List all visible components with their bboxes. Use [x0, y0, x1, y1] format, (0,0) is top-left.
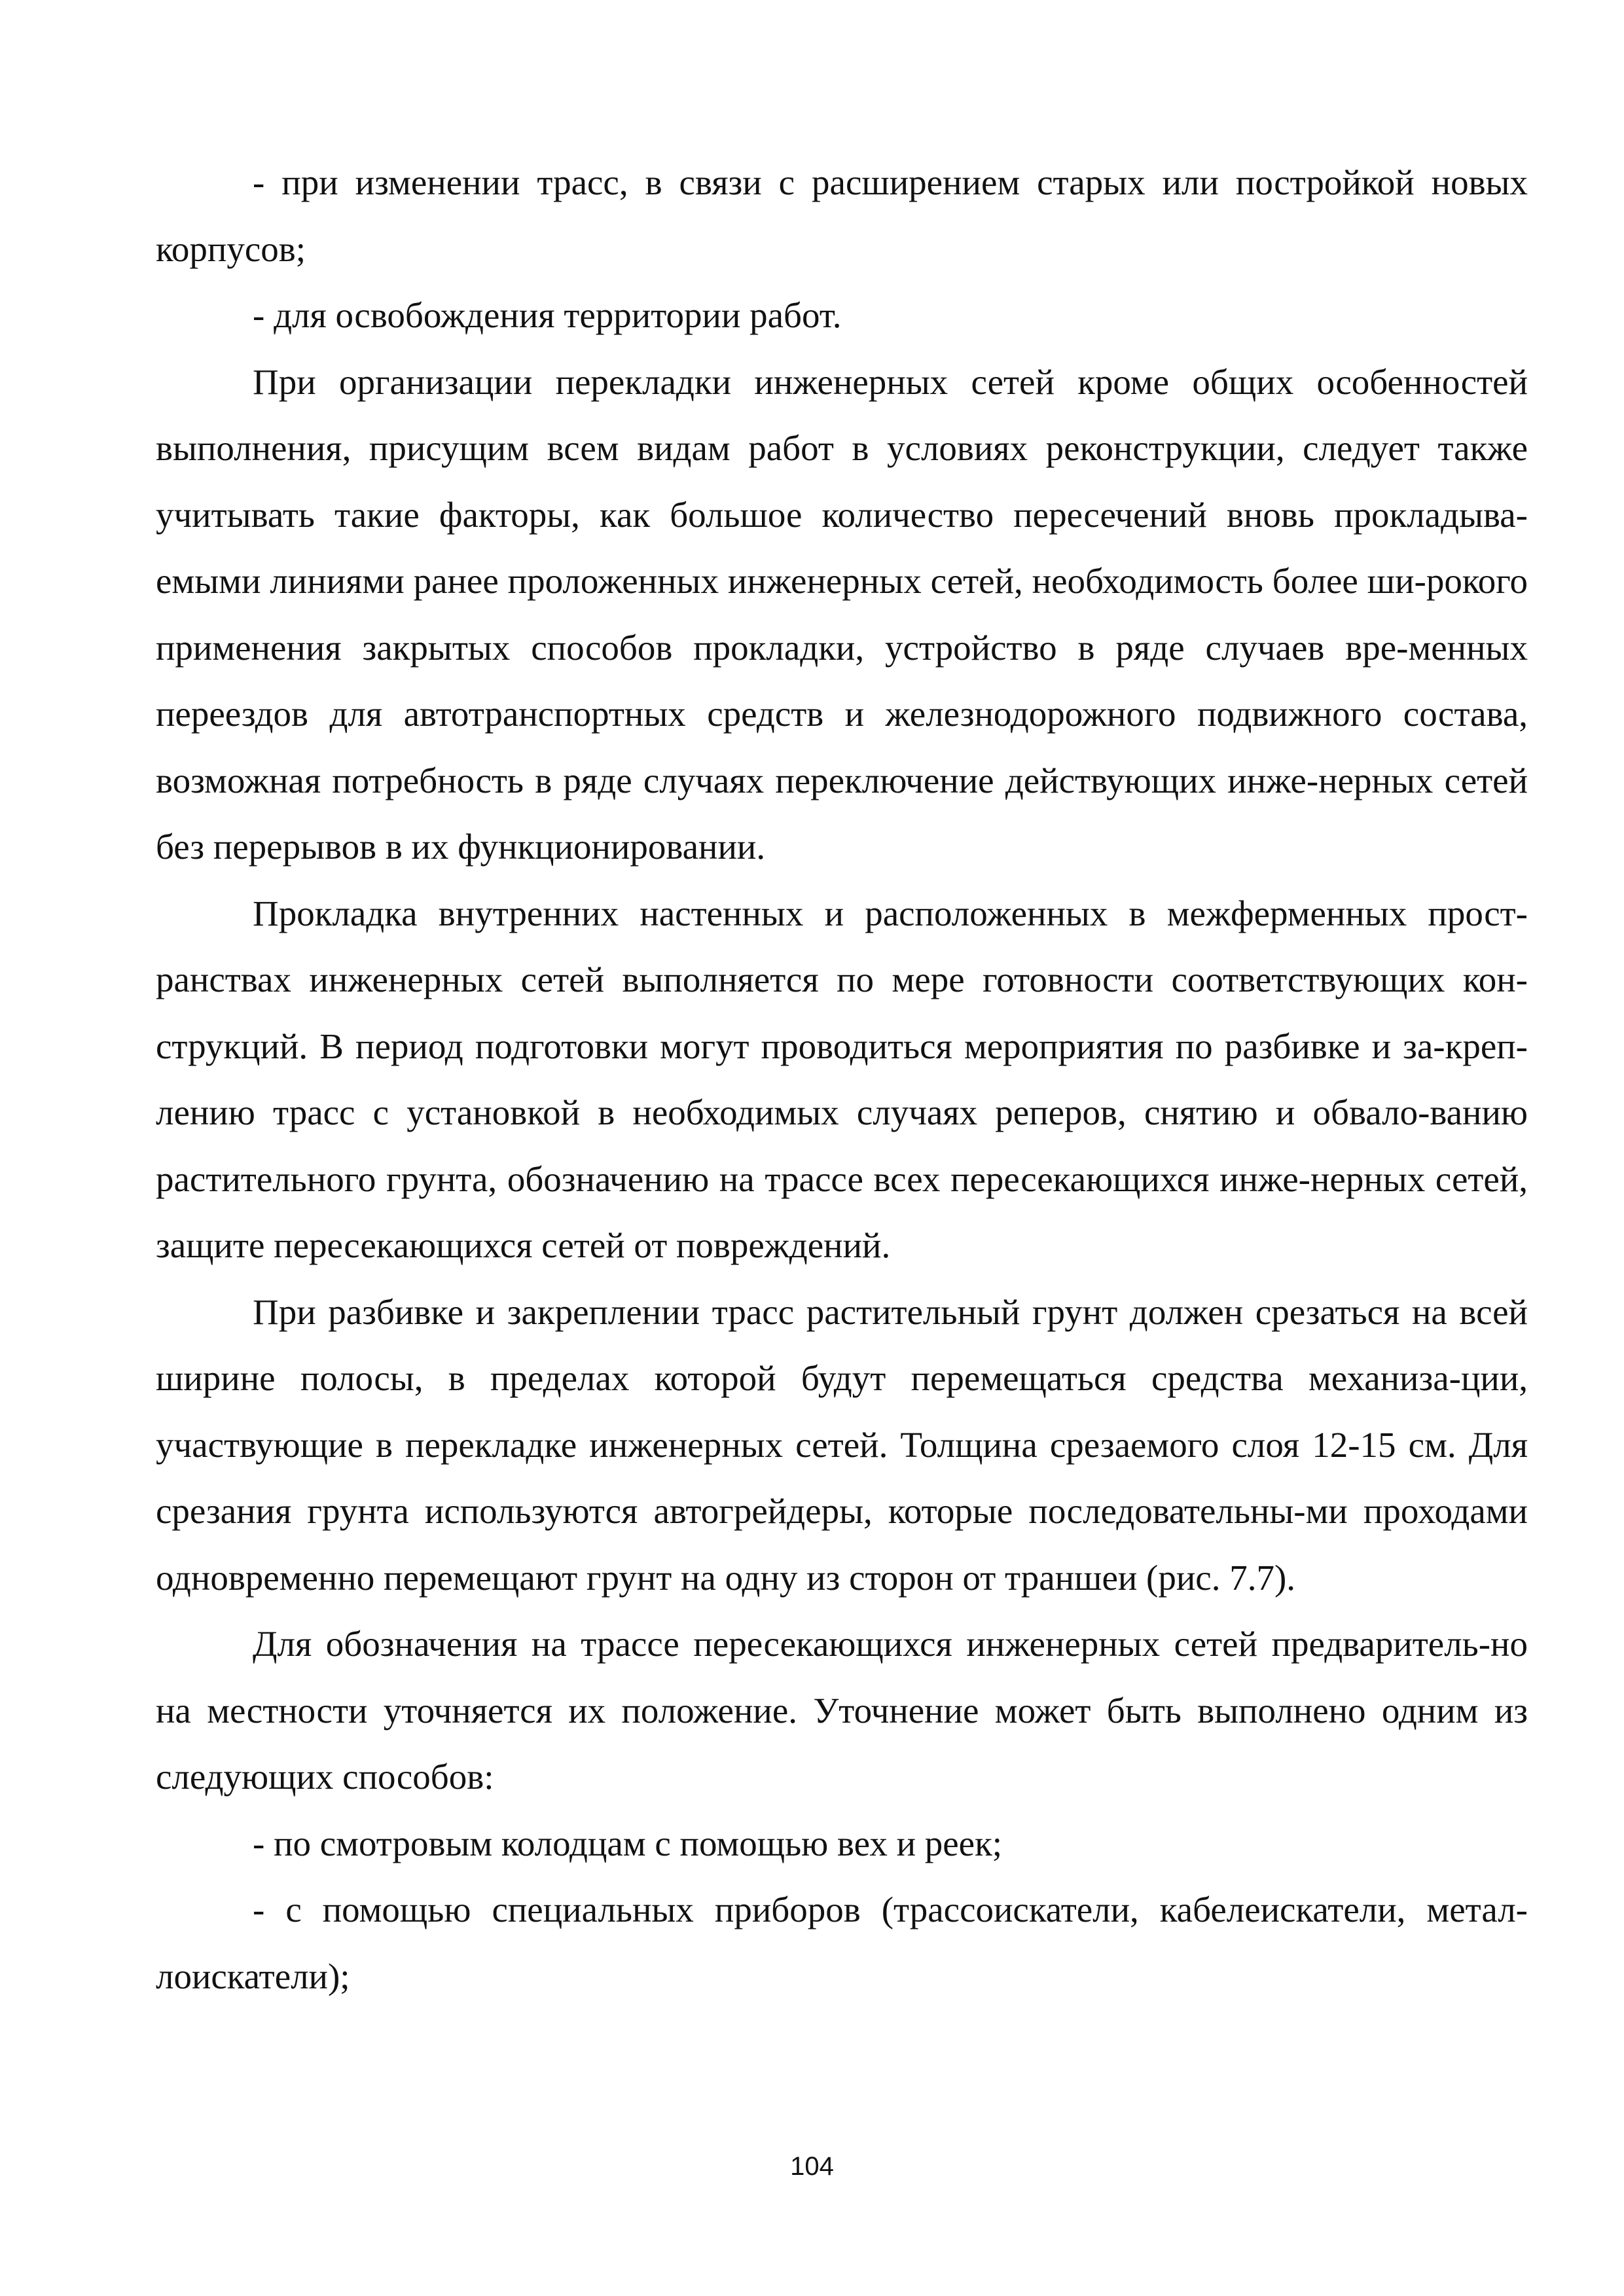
page-number: 104	[790, 2152, 834, 2181]
paragraph-5: При разбивке и закреплении трасс растительный грунт должен срезаться на всей ширине полосы, в пределах которой будут перемещаться средства механиза-ции, участвующие в перекладке инженерных сетей. Толщина срезаемого слоя 12-15 см. Для срезания грунта используются автогрейдеры, которые последовательны-ми проходами одновременно перемещают грунт на одну из сторон от траншеи (рис. 7.7).	[156, 1291, 1528, 1598]
paragraph-2: - для освобождения территории работ.	[253, 295, 842, 335]
paragraph-8: - с помощью специальных приборов (трассоискатели, кабелеискатели, метал-лоискатели);	[156, 1890, 1528, 1996]
paragraph-4: Прокладка внутренних настенных и расположенных в межферменных прост-ранствах инженерных сетей выполняется по мере готовности соответствующих кон-струкций. В период подготовки могут проводиться мероприятия по разбивке и за-креп-лению трасс с установкой в необходимых случаях реперов, снятию и обвало-ванию растительного грунта, обозначению на трассе всех пересекающихся инже-нерных сетей, защите пересекающихся сетей от повреждений.	[156, 893, 1528, 1265]
paragraph-3: При организации перекладки инженерных сетей кроме общих особенностей выполнения, присущим всем видам работ в условиях реконструкции, следует также учитывать такие факторы, как большое количество пересечений вновь прокладыва-емыми линиями ранее проложенных инженерных сетей, необходимость более ши-рокого применения закрытых способов прокладки, устройство в ряде случаев вре-менных переездов для автотранспортных средств и железнодорожного подвижного состава, возможная потребность в ряде случаях переключение действующих инже-нерных сетей без перерывов в их функционировании.	[156, 361, 1528, 867]
paragraph-6: Для обозначения на трассе пересекающихся инженерных сетей предваритель-но на местности уточняется их положение. Уточнение может быть выполнено одним из следующих способов:	[156, 1624, 1528, 1797]
paragraph-7: - по смотровым колодцам с помощью вех и реек;	[253, 1823, 1003, 1863]
body-text	[156, 149, 1528, 2009]
paragraph-1: - при изменении трасс, в связи с расширением старых или постройкой новых корпусов;	[156, 162, 1528, 269]
